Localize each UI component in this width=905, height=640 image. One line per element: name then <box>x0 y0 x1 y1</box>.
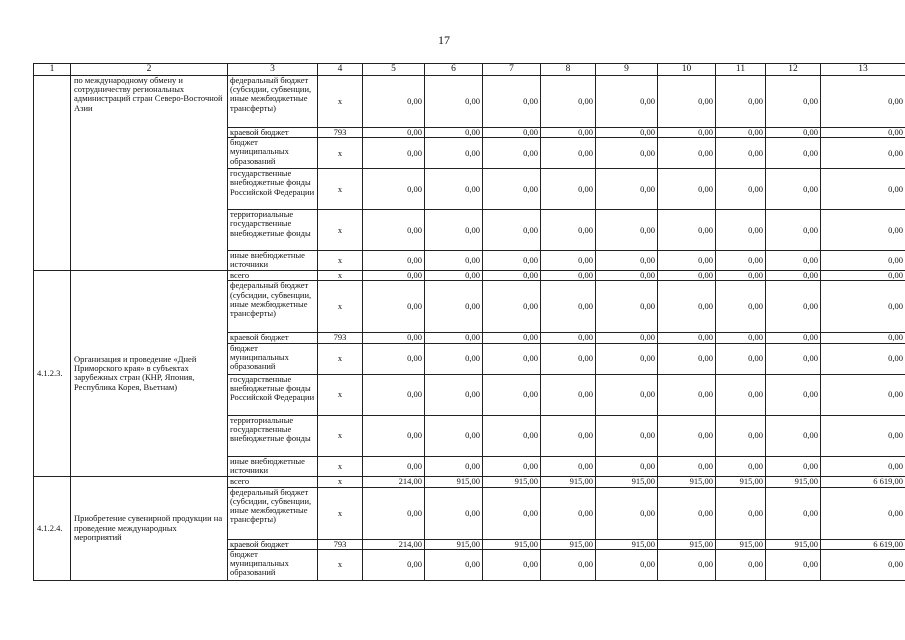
amount-cell: 0,00 <box>596 374 658 415</box>
column-header: 3 <box>228 64 318 76</box>
amount-cell: 0,00 <box>425 138 483 169</box>
budget-code: x <box>318 271 363 281</box>
amount-cell: 0,00 <box>596 271 658 281</box>
amount-cell: 915,00 <box>596 476 658 487</box>
funding-source: краевой бюджет <box>228 539 318 549</box>
amount-cell: 0,00 <box>766 271 821 281</box>
amount-cell: 0,00 <box>766 169 821 210</box>
amount-cell: 0,00 <box>363 251 425 271</box>
amount-cell: 0,00 <box>363 343 425 374</box>
amount-cell: 0,00 <box>766 76 821 128</box>
amount-cell: 0,00 <box>483 333 541 343</box>
amount-cell: 0,00 <box>716 549 766 580</box>
amount-cell: 0,00 <box>716 76 766 128</box>
amount-cell: 0,00 <box>658 251 716 271</box>
amount-cell: 0,00 <box>596 549 658 580</box>
amount-cell: 0,00 <box>425 415 483 456</box>
amount-cell: 0,00 <box>716 374 766 415</box>
budget-code: x <box>318 476 363 487</box>
amount-cell: 0,00 <box>658 76 716 128</box>
funding-source: иные внебюджетные источники <box>228 251 318 271</box>
amount-cell: 0,00 <box>766 549 821 580</box>
amount-cell: 0,00 <box>363 456 425 476</box>
funding-source: бюджет муниципальных образований <box>228 343 318 374</box>
amount-cell: 0,00 <box>658 333 716 343</box>
amount-cell: 0,00 <box>766 138 821 169</box>
amount-cell: 0,00 <box>766 374 821 415</box>
column-header: 11 <box>716 64 766 76</box>
amount-cell: 0,00 <box>541 76 596 128</box>
amount-cell: 0,00 <box>363 281 425 333</box>
amount-cell: 915,00 <box>541 476 596 487</box>
amount-cell: 0,00 <box>483 456 541 476</box>
amount-cell: 0,00 <box>716 415 766 456</box>
amount-cell: 0,00 <box>658 456 716 476</box>
amount-cell: 0,00 <box>425 456 483 476</box>
amount-cell: 915,00 <box>425 539 483 549</box>
amount-cell: 0,00 <box>425 271 483 281</box>
column-header: 6 <box>425 64 483 76</box>
budget-code: x <box>318 549 363 580</box>
amount-cell: 0,00 <box>716 456 766 476</box>
amount-cell: 0,00 <box>658 374 716 415</box>
amount-cell: 214,00 <box>363 476 425 487</box>
budget-code: x <box>318 210 363 251</box>
column-header-row <box>34 64 905 76</box>
amount-cell: 0,00 <box>483 271 541 281</box>
amount-cell: 0,00 <box>596 487 658 539</box>
amount-cell: 0,00 <box>596 138 658 169</box>
budget-code: x <box>318 169 363 210</box>
budget-code: x <box>318 415 363 456</box>
amount-cell: 0,00 <box>363 374 425 415</box>
funding-source: государственные внебюджетные фонды Российской Федерации <box>228 374 318 415</box>
amount-cell: 0,00 <box>596 281 658 333</box>
amount-cell: 0,00 <box>766 128 821 138</box>
amount-cell: 0,00 <box>483 138 541 169</box>
amount-cell: 0,00 <box>821 76 905 128</box>
budget-code: x <box>318 456 363 476</box>
column-header: 9 <box>596 64 658 76</box>
amount-cell: 915,00 <box>716 539 766 549</box>
budget-code: x <box>318 281 363 333</box>
amount-cell: 0,00 <box>596 343 658 374</box>
amount-cell: 0,00 <box>596 415 658 456</box>
amount-cell: 0,00 <box>716 333 766 343</box>
amount-cell: 0,00 <box>541 210 596 251</box>
amount-cell: 0,00 <box>821 210 905 251</box>
amount-cell: 0,00 <box>821 343 905 374</box>
amount-cell: 214,00 <box>363 539 425 549</box>
amount-cell: 0,00 <box>483 343 541 374</box>
amount-cell: 0,00 <box>821 487 905 539</box>
amount-cell: 0,00 <box>716 487 766 539</box>
amount-cell: 0,00 <box>483 251 541 271</box>
amount-cell: 915,00 <box>596 539 658 549</box>
funding-source: всего <box>228 476 318 487</box>
amount-cell: 0,00 <box>596 169 658 210</box>
column-header: 5 <box>363 64 425 76</box>
amount-cell: 0,00 <box>766 281 821 333</box>
amount-cell: 0,00 <box>596 251 658 271</box>
column-header: 7 <box>483 64 541 76</box>
amount-cell: 0,00 <box>425 210 483 251</box>
amount-cell: 0,00 <box>541 128 596 138</box>
item-name: по международному обмену и сотрудничеству региональных администраций стран Северо-Восточной Азии <box>71 76 228 271</box>
amount-cell: 0,00 <box>766 487 821 539</box>
amount-cell: 0,00 <box>658 128 716 138</box>
amount-cell: 0,00 <box>821 549 905 580</box>
amount-cell: 0,00 <box>766 333 821 343</box>
amount-cell: 0,00 <box>425 487 483 539</box>
funding-source: территориальные государственные внебюджетные фонды <box>228 210 318 251</box>
amount-cell: 915,00 <box>483 476 541 487</box>
amount-cell: 0,00 <box>541 456 596 476</box>
amount-cell: 915,00 <box>658 539 716 549</box>
amount-cell: 0,00 <box>483 374 541 415</box>
amount-cell: 0,00 <box>658 549 716 580</box>
amount-cell: 915,00 <box>541 539 596 549</box>
amount-cell: 0,00 <box>716 169 766 210</box>
item-code <box>34 76 71 271</box>
funding-source: краевой бюджет <box>228 128 318 138</box>
amount-cell: 0,00 <box>483 415 541 456</box>
amount-cell: 0,00 <box>658 271 716 281</box>
amount-cell: 915,00 <box>716 476 766 487</box>
column-header: 2 <box>71 64 228 76</box>
amount-cell: 0,00 <box>716 128 766 138</box>
amount-cell: 0,00 <box>363 549 425 580</box>
amount-cell: 0,00 <box>363 128 425 138</box>
amount-cell: 0,00 <box>541 281 596 333</box>
amount-cell: 915,00 <box>425 476 483 487</box>
funding-source: федеральный бюджет (субсидии, субвенции, иные межбюджетные трансферты) <box>228 487 318 539</box>
budget-code: 793 <box>318 128 363 138</box>
amount-cell: 0,00 <box>363 210 425 251</box>
amount-cell: 0,00 <box>716 138 766 169</box>
amount-cell: 0,00 <box>716 281 766 333</box>
table-body <box>34 64 905 581</box>
amount-cell: 0,00 <box>425 281 483 333</box>
amount-cell: 0,00 <box>541 415 596 456</box>
amount-cell: 0,00 <box>766 456 821 476</box>
amount-cell: 915,00 <box>766 539 821 549</box>
table-row <box>34 271 905 281</box>
amount-cell: 0,00 <box>363 333 425 343</box>
amount-cell: 0,00 <box>541 138 596 169</box>
column-header: 8 <box>541 64 596 76</box>
amount-cell: 0,00 <box>483 128 541 138</box>
item-name: Организация и проведение «Дней Приморского края» в субъектах зарубежных стран (КНР, Япония, Республика Корея, Вьетнам) <box>71 271 228 476</box>
amount-cell: 0,00 <box>766 415 821 456</box>
amount-cell: 0,00 <box>596 128 658 138</box>
amount-cell: 0,00 <box>425 251 483 271</box>
amount-cell: 0,00 <box>541 333 596 343</box>
amount-cell: 0,00 <box>821 128 905 138</box>
amount-cell: 915,00 <box>658 476 716 487</box>
amount-cell: 0,00 <box>821 333 905 343</box>
amount-cell: 0,00 <box>658 210 716 251</box>
funding-source: всего <box>228 271 318 281</box>
amount-cell: 0,00 <box>363 169 425 210</box>
amount-cell: 0,00 <box>425 374 483 415</box>
amount-cell: 0,00 <box>483 549 541 580</box>
amount-cell: 0,00 <box>821 456 905 476</box>
amount-cell: 0,00 <box>425 169 483 210</box>
amount-cell: 0,00 <box>766 343 821 374</box>
budget-code: x <box>318 343 363 374</box>
budget-code: x <box>318 487 363 539</box>
column-header: 1 <box>34 64 71 76</box>
amount-cell: 0,00 <box>363 271 425 281</box>
amount-cell: 0,00 <box>766 251 821 271</box>
amount-cell: 6 619,00 <box>821 539 905 549</box>
amount-cell: 0,00 <box>658 415 716 456</box>
amount-cell: 0,00 <box>716 251 766 271</box>
funding-source: бюджет муниципальных образований <box>228 138 318 169</box>
funding-source: федеральный бюджет (субсидии, субвенции, иные межбюджетные трансферты) <box>228 281 318 333</box>
table-row <box>34 476 905 487</box>
budget-code: x <box>318 138 363 169</box>
column-header: 4 <box>318 64 363 76</box>
funding-source: бюджет муниципальных образований <box>228 549 318 580</box>
amount-cell: 0,00 <box>821 271 905 281</box>
amount-cell: 0,00 <box>363 138 425 169</box>
amount-cell: 0,00 <box>483 281 541 333</box>
amount-cell: 0,00 <box>541 169 596 210</box>
item-code: 4.1.2.4. <box>34 476 71 580</box>
budget-code: 793 <box>318 333 363 343</box>
amount-cell: 0,00 <box>716 343 766 374</box>
amount-cell: 0,00 <box>425 333 483 343</box>
amount-cell: 0,00 <box>658 343 716 374</box>
amount-cell: 0,00 <box>425 128 483 138</box>
table-row <box>34 76 905 128</box>
amount-cell: 0,00 <box>425 76 483 128</box>
amount-cell: 0,00 <box>596 76 658 128</box>
funding-source: федеральный бюджет (субсидии, субвенции, иные межбюджетные трансферты) <box>228 76 318 128</box>
column-header: 10 <box>658 64 716 76</box>
amount-cell: 915,00 <box>766 476 821 487</box>
budget-code: x <box>318 374 363 415</box>
amount-cell: 0,00 <box>716 271 766 281</box>
item-code: 4.1.2.3. <box>34 271 71 476</box>
funding-source: иные внебюджетные источники <box>228 456 318 476</box>
amount-cell: 915,00 <box>483 539 541 549</box>
amount-cell: 0,00 <box>363 415 425 456</box>
funding-source: территориальные государственные внебюджетные фонды <box>228 415 318 456</box>
amount-cell: 0,00 <box>483 169 541 210</box>
column-header: 13 <box>821 64 905 76</box>
amount-cell: 0,00 <box>596 456 658 476</box>
amount-cell: 0,00 <box>541 487 596 539</box>
amount-cell: 0,00 <box>821 138 905 169</box>
amount-cell: 0,00 <box>541 343 596 374</box>
budget-code: x <box>318 251 363 271</box>
page-number: 17 <box>438 33 450 47</box>
amount-cell: 0,00 <box>483 210 541 251</box>
amount-cell: 0,00 <box>425 343 483 374</box>
amount-cell: 0,00 <box>821 251 905 271</box>
amount-cell: 0,00 <box>363 76 425 128</box>
amount-cell: 0,00 <box>766 210 821 251</box>
amount-cell: 0,00 <box>363 487 425 539</box>
funding-source: государственные внебюджетные фонды Российской Федерации <box>228 169 318 210</box>
amount-cell: 0,00 <box>658 169 716 210</box>
amount-cell: 6 619,00 <box>821 476 905 487</box>
budget-table <box>33 63 905 581</box>
amount-cell: 0,00 <box>821 374 905 415</box>
budget-code: 793 <box>318 539 363 549</box>
amount-cell: 0,00 <box>716 210 766 251</box>
amount-cell: 0,00 <box>541 374 596 415</box>
amount-cell: 0,00 <box>658 138 716 169</box>
amount-cell: 0,00 <box>541 251 596 271</box>
amount-cell: 0,00 <box>658 281 716 333</box>
amount-cell: 0,00 <box>596 333 658 343</box>
budget-code: x <box>318 76 363 128</box>
amount-cell: 0,00 <box>541 549 596 580</box>
amount-cell: 0,00 <box>541 271 596 281</box>
amount-cell: 0,00 <box>596 210 658 251</box>
funding-source: краевой бюджет <box>228 333 318 343</box>
item-name: Приобретение сувенирной продукции на проведение международных мероприятий <box>71 476 228 580</box>
amount-cell: 0,00 <box>821 169 905 210</box>
amount-cell: 0,00 <box>821 281 905 333</box>
amount-cell: 0,00 <box>821 415 905 456</box>
column-header: 12 <box>766 64 821 76</box>
amount-cell: 0,00 <box>658 487 716 539</box>
amount-cell: 0,00 <box>483 487 541 539</box>
amount-cell: 0,00 <box>425 549 483 580</box>
amount-cell: 0,00 <box>483 76 541 128</box>
